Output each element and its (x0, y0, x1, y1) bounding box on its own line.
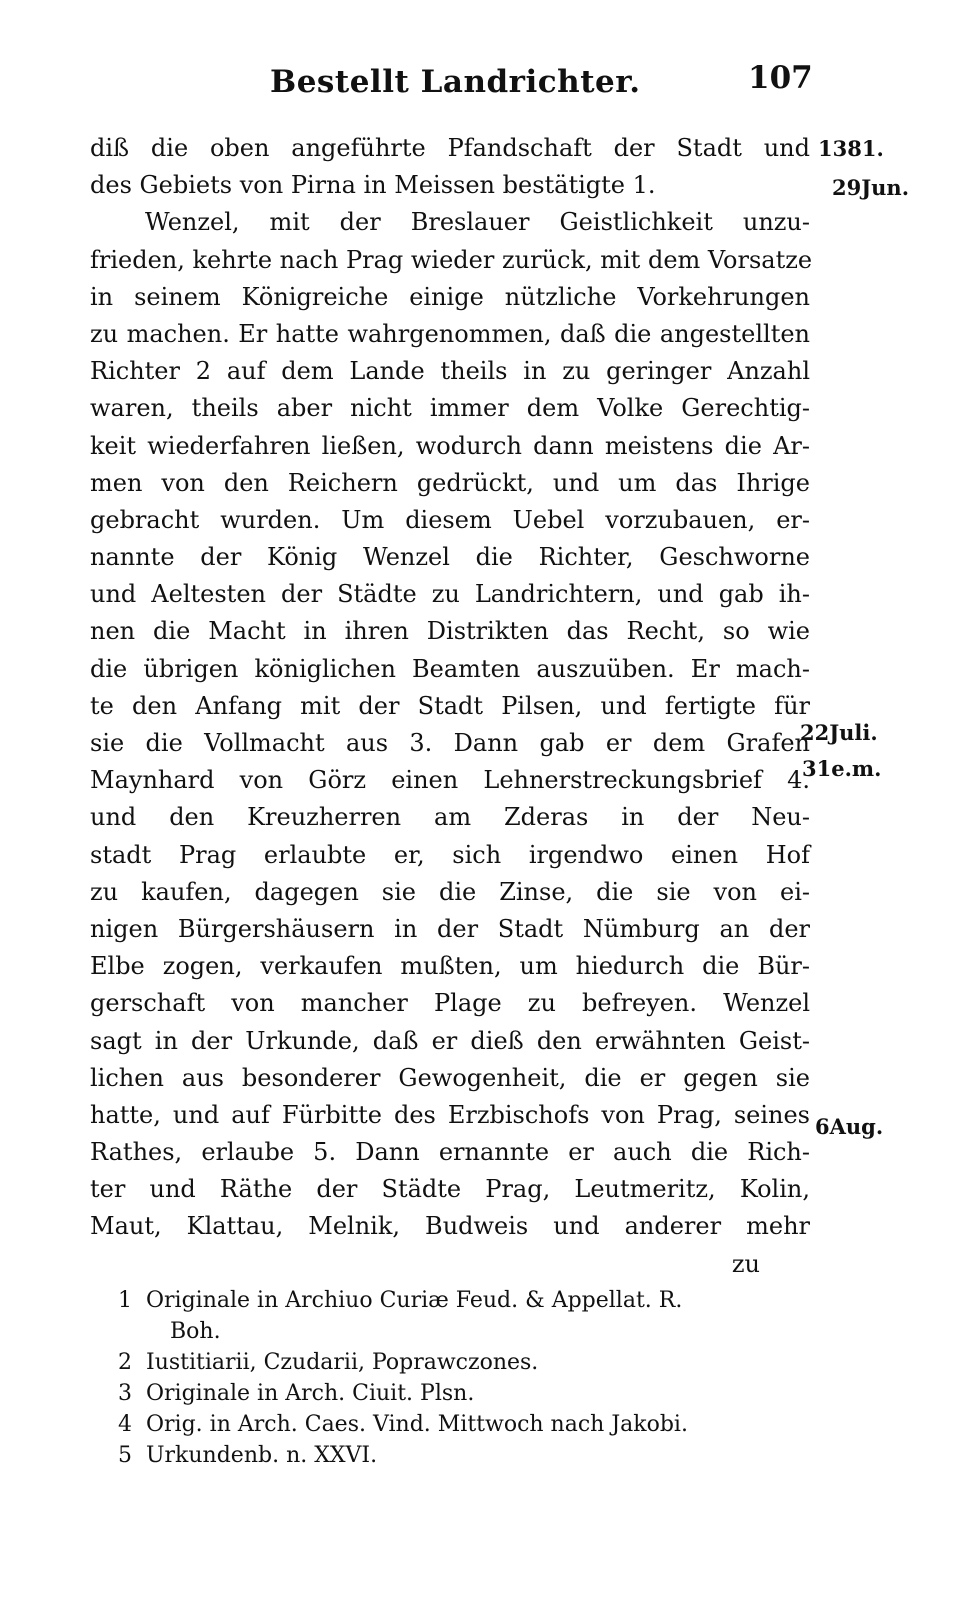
text-line: Wenzel, mit der Breslauer Geistlichkeit unzu- (145, 208, 810, 237)
text-line: Rathes, erlaube 5. Dann ernannte er auch die Rich- (90, 1138, 810, 1167)
footnote-number: 4 (118, 1412, 132, 1437)
text-line: lichen aus besonderer Gewogenheit, die er gegen sie (90, 1063, 810, 1092)
text-line: zu kaufen, dagegen sie die Zinse, die sie von ei- (90, 877, 810, 906)
text-line: gebracht wurden. Um diesem Uebel vorzubauen, er- (90, 505, 810, 534)
footnote (118, 1285, 808, 1316)
text-line: stadt Prag erlaubte er, sich irgendwo einen Hof (90, 840, 810, 869)
text-line: ter und Räthe der Städte Prag, Leutmeritz, Kolin, (90, 1175, 810, 1204)
text-line: hatte, und auf Fürbitte des Erzbischofs von Prag, seines (90, 1100, 810, 1129)
text-line: zu machen. Er hatte wahrgenommen, daß die angestellten (90, 319, 810, 348)
footnote-number: 3 (118, 1381, 132, 1406)
footnote (118, 1440, 808, 1471)
footnote (118, 1378, 808, 1409)
text-line: in seinem Königreiche einige nützliche Vorkehrungen (90, 282, 810, 311)
text-line: und Aeltesten der Städte zu Landrichtern, und gab ih- (90, 580, 810, 609)
footnote-text: Iustitiarii, Czudarii, Poprawczones. (146, 1350, 539, 1375)
margin-note-date: 22Juli. (800, 720, 878, 745)
text-line: nannte der König Wenzel die Richter, Geschworne (90, 543, 810, 572)
footnote-text: Orig. in Arch. Caes. Vind. Mittwoch nach Jakobi. (146, 1412, 688, 1437)
text-line: keit wiederfahren ließen, wodurch dann meistens die Ar- (90, 431, 810, 460)
footnote-number: 5 (118, 1443, 132, 1468)
page-number: 107 (748, 60, 813, 96)
text-line: sagt in der Urkunde, daß er dieß den erwähnten Geist- (90, 1026, 810, 1055)
text-line: men von den Reichern gedrückt, und um das Ihrige (90, 468, 810, 497)
text-line: und den Kreuzherren am Zderas in der Neu- (90, 803, 810, 832)
footnote-text: Boh. (170, 1319, 221, 1344)
running-title: Bestellt Landrichter. (270, 64, 641, 100)
footnote-text: Urkundenb. n. XXVI. (146, 1443, 378, 1468)
text-line: Richter 2 auf dem Lande theils in zu geringer Anzahl (90, 357, 810, 386)
text-line: des Gebiets von Pirna in Meissen bestätigte 1. (90, 171, 656, 200)
text-line: gerschaft von mancher Plage zu befreyen. Wenzel (90, 989, 810, 1018)
text-line: frieden, kehrte nach Prag wieder zurück, mit dem Vorsatze (90, 245, 813, 274)
catchword: zu (731, 1249, 760, 1278)
text-line: te den Anfang mit der Stadt Pilsen, und fertigte für (90, 691, 810, 720)
margin-note-date: 31e.m. (802, 756, 882, 781)
footnote-text: Originale in Arch. Ciuit. Plsn. (146, 1381, 475, 1406)
footnote-continuation (118, 1316, 808, 1347)
footnote-number: 2 (118, 1350, 132, 1375)
text-line: diß die oben angeführte Pfandschaft der Stadt und (90, 134, 810, 162)
text-line: Maut, Klattau, Melnik, Budweis und anderer mehr (90, 1212, 810, 1241)
body-text (90, 130, 813, 1283)
text-line: nigen Bürgershäusern in der Stadt Nümburg an der (90, 914, 810, 943)
text-line: sie die Vollmacht aus 3. Dann gab er dem Grafen (90, 729, 810, 757)
margin-note-date: 6Aug. (815, 1114, 884, 1139)
footnote (118, 1347, 808, 1378)
text-line: Maynhard von Görz einen Lehnerstreckungsbrief 4. (90, 766, 810, 795)
footnote-text: Originale in Archiuo Curiæ Feud. & Appellat. R. (146, 1288, 683, 1313)
footnotes (118, 1285, 808, 1471)
margin-note-date: 29Jun. (832, 175, 910, 200)
footnote-number: 1 (118, 1288, 132, 1313)
text-line: Elbe zogen, verkaufen mußten, um hiedurch die Bür- (90, 952, 810, 981)
text-line: nen die Macht in ihren Distrikten das Recht, so wie (90, 617, 810, 646)
footnote (118, 1409, 808, 1440)
text-line: die übrigen königlichen Beamten auszuüben. Er mach- (90, 654, 810, 683)
margin-note-year: 1381. (818, 136, 884, 161)
text-line: waren, theils aber nicht immer dem Volke Gerechtig- (90, 394, 810, 423)
